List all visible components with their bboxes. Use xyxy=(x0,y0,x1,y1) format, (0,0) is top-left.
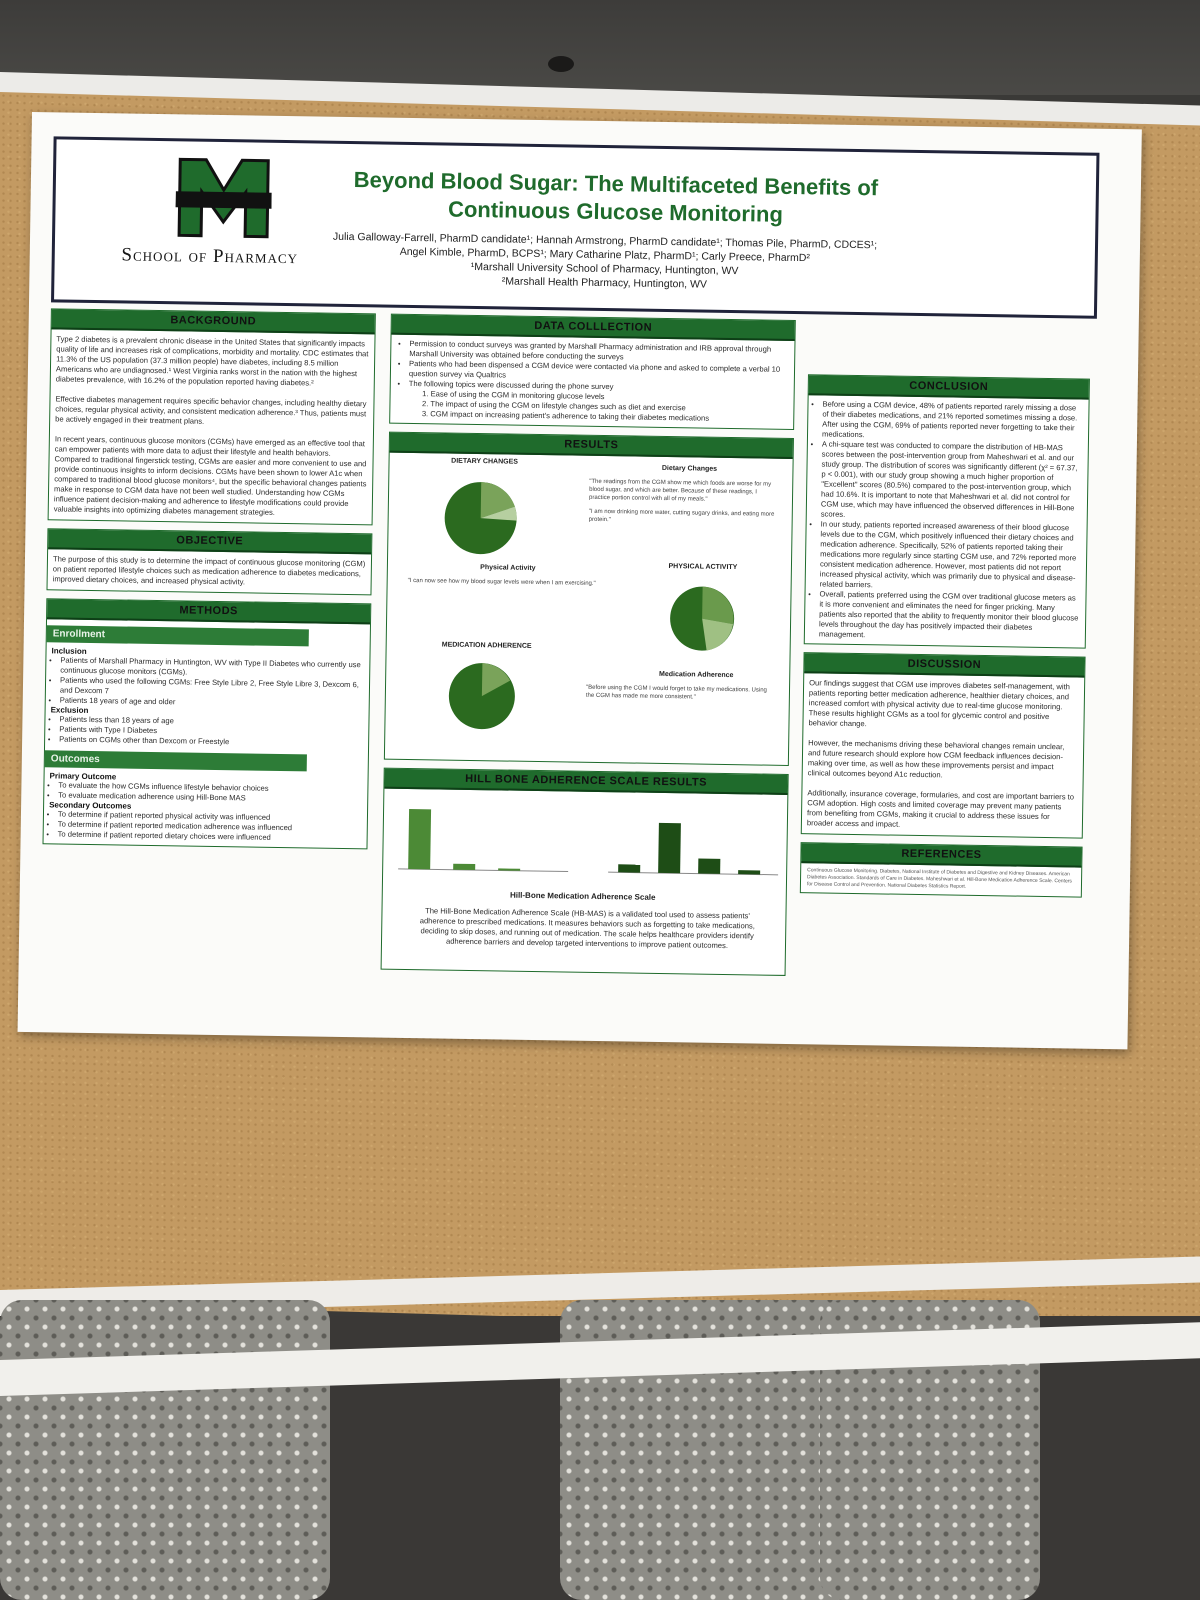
background-section xyxy=(48,308,376,525)
topics-list xyxy=(390,389,793,429)
list-item: • A chi-square test was conducted to compare the distribution of HB-MAS scores between the post-intervention group from Maheshwari et al. and our study group. The distribution of scores was significantly different (χ² = 67.37, p < 0.001), with our study group showing a much higher proportion of "Excellent" scores (80.5%) compared to the post-intervention group, which had 10.6%. It is important to note that Maheshwari et al. did not control for CGM use, which may have influenced the observed differences in Hill-Bone scores. xyxy=(821,439,1082,523)
authors-line-1: Julia Galloway-Farrell, PharmD candidate¹; Hannah Armstrong, PharmD candidate¹; Thomas Pile, PharmD, CDCES¹; xyxy=(332,230,878,252)
ceiling-light xyxy=(548,56,574,72)
paragraph: The purpose of this study is to determine the impact of continuous glucose monitoring (CGM) on patient reported lifestyle choices such as medication adherence to diabetes medications, improved dietary choices, and increased physical activity. xyxy=(52,554,366,587)
adherence-pie-chart xyxy=(445,660,518,733)
section-heading: DISCUSSION xyxy=(804,653,1084,677)
quote: "I can now see how my blood sugar levels were when I am exercising." xyxy=(407,577,596,587)
paragraph: Type 2 diabetes is a prevalent chronic disease in the United States that significantly impacts quality of life and increases risk of complications, morbidity and mortality. CDC estimates that 11.3% of the US population (37.3 million people) have diabetes, including 8.5 million Americans who are undiagnosed.¹ West Virginia ranks worst in the nation with the highest diabetes prevalence, with 16.2% of the population reported having diabetes.² xyxy=(55,334,369,388)
list-item: • Patients of Marshall Pharmacy in Huntington, WV with Type II Diabetes who currently use continuous glucose monitors (CGMs). xyxy=(60,656,369,681)
poster-authors xyxy=(284,229,925,295)
physical-title: Physical Activity xyxy=(480,564,536,572)
list-item: • In our study, patients reported increased awareness of their blood glucose levels due to the CGM, which positively influenced their dietary choices and medication adherence. Specifically, 52% of patients reported taking their medications more regularly since starting CGM use, and 72% reported more consistent medication adherence. However, most patients did not report increased physical activity, which was primarily due to physical and disease-related barriers. xyxy=(820,519,1081,593)
paragraph: Our findings suggest that CGM use improves diabetes self-management, with patients reporting better medication adherence, healthier dietary choices, and increased comfort with physical activity due to real-time glucose monitoring. These results highlight CGMs as a tool for glycemic control and positive behavior change. xyxy=(808,678,1071,729)
outcomes-subheading: Outcomes xyxy=(45,750,307,771)
list-item: • Patients 18 years of age and older xyxy=(60,696,369,711)
conclusion-section xyxy=(804,374,1090,648)
poster-title xyxy=(305,165,926,231)
references-section xyxy=(800,842,1083,897)
bar xyxy=(698,859,720,874)
pie-slice xyxy=(702,619,733,651)
secondary-outcome-list xyxy=(44,809,367,848)
exclusion-list xyxy=(45,714,368,749)
inclusion-list xyxy=(46,655,370,710)
school-name: School of Pharmacy xyxy=(121,244,299,269)
quote: "The readings from the CGM show me which foods are worse for my blood sugar, and which are better. Because of these readings, I practice portion control with all of my meals." xyxy=(588,478,772,503)
affiliation-line-2: ²Marshall Health Pharmacy, Huntington, WV xyxy=(501,275,708,291)
references-text: Continuous Glucose Monitoring. Diabetes, National Institute of Diabetes and Digestive and Kidney Diseases. American Diabetes Association. Standards of Care in Diabetes. Maheshwari et al. Hill-Bone Medication Adherence Scale. Centers for Disease Control and Prevention. National Diabetes Statistics Report. xyxy=(806,867,1072,890)
section-heading: CONCLUSION xyxy=(809,375,1089,399)
enrollment-subheading: Enrollment xyxy=(47,625,309,646)
list-item: 3. CGM impact on increasing patient's adherence to taking their diabetes medications xyxy=(430,409,787,425)
quote: "Before using the CGM I would forget to take my medications. Using the CGM has made me more consistent." xyxy=(585,684,767,701)
bar xyxy=(618,864,640,872)
column-right xyxy=(800,374,1090,905)
list-item: • To determine if patient reported medication adherence was influenced xyxy=(58,819,367,834)
adherence-title: Medication Adherence xyxy=(658,670,734,680)
physical-chart-title: PHYSICAL ACTIVITY xyxy=(668,563,738,572)
column-left xyxy=(42,308,376,857)
list-item: • To evaluate medication adherence using Hill-Bone MAS xyxy=(58,790,367,805)
discussion-section xyxy=(801,652,1086,838)
hill-bone-bar-chart-right xyxy=(603,802,784,885)
list-item: • To determine if patient reported physical activity was influenced xyxy=(58,809,367,824)
bar xyxy=(453,864,475,870)
paragraph: However, the mechanisms driving these behavioral changes remain unclear, and future research should explore how CGM feedback influences decision-making over time, as well as how these improvements persist and impact clinical outcomes beyond A1c reduction. xyxy=(807,738,1065,780)
list-item: • Patients who used the following CGMs: Free Style Libre 2, Free Style Libre 3, Dexcom 6, and Dexcom 7 xyxy=(60,676,369,701)
list-item: • Before using a CGM device, 48% of patients reported rarely missing a dose of their diabetes medications, and 21% reported sometimes missing a dose. After using the CGM, 69% of patients reported never forgetting to take their medications. xyxy=(822,399,1083,443)
dietary-title: Dietary Changes xyxy=(661,464,718,473)
data-collection-list xyxy=(391,335,795,395)
research-poster xyxy=(18,112,1142,1049)
conclusion-list xyxy=(805,395,1089,647)
dietary-chart-title: DIETARY CHANGES xyxy=(451,457,519,466)
results-section xyxy=(384,432,794,766)
section-heading: REFERENCES xyxy=(801,843,1081,867)
paragraph: In recent years, continuous glucose monitors (CGMs) have emerged as an effective tool that can empower patients with more data to adjust their lifestyle and health behaviors. Compared to traditional fingerstick testing, CGMs are easier and more convenient to use and provide continuous insights to inform decisions. CGMs have been shown to lower A1c when compared to traditional blood glucose monitors⁴, but the specific behavioral changes patients make in response to CGM data have not been well studied. Understanding how CGMs influence patient decision-making and adherence to lifestyle modifications could provide valuable insights into optimizing diabetes management strategies. xyxy=(53,434,367,517)
list-item: • Patients with Type I Diabetes xyxy=(59,725,368,740)
quote: "I am now drinking more water, cutting sugary drinks, and eating more protein." xyxy=(588,508,775,524)
dietary-pie-chart xyxy=(440,477,521,558)
list-item: 1. Ease of using the CGM in monitoring glucose levels xyxy=(431,389,788,405)
affiliation-line-1: ¹Marshall University School of Pharmacy, Huntington, WV xyxy=(470,260,739,278)
title-line-1: Beyond Blood Sugar: The Multifaceted Benefits of xyxy=(353,167,879,201)
list-item: 2. The impact of using the CGM on lifestyle changes such as diet and exercise xyxy=(430,399,787,415)
section-heading: HILL BONE ADHERENCE SCALE RESULTS xyxy=(384,769,787,795)
hill-bone-caption: The Hill-Bone Medication Adherence Scale (HB-MAS) is a validated tool used to assess patients' adherence to prescribed medications. It measures behaviors such as forgetting to take medications, deciding to skip doses, and running out of medication. The scale helps healthcare providers identify adherence barriers and develop targeted interventions to improve patient outcomes. xyxy=(419,906,755,951)
section-heading: METHODS xyxy=(47,599,370,624)
list-item: • To evaluate the how CGMs influence lifestyle behavior choices xyxy=(58,780,367,795)
adherence-chart-title: MEDICATION ADHERENCE xyxy=(441,641,532,650)
primary-outcome-label: Primary Outcome xyxy=(49,771,117,782)
inclusion-label: Inclusion xyxy=(51,646,87,656)
hill-bone-section xyxy=(381,768,789,976)
list-item: • Patients on CGMs other than Dexcom or Freestyle xyxy=(59,735,368,750)
section-heading: OBJECTIVE xyxy=(48,529,371,554)
bar xyxy=(738,870,760,874)
methods-section xyxy=(42,598,371,849)
section-heading: BACKGROUND xyxy=(52,309,375,334)
list-item: • Patients who had been dispensed a CGM device were contacted via phone and asked to complete a verbal 10 question survey via Qualtrics xyxy=(409,359,788,385)
bar xyxy=(658,823,681,873)
authors-line-2: Angel Kimble, PharmD, BCPS¹; Mary Catharine Platz, PharmD¹; Carly Preece, PharmD² xyxy=(399,245,811,265)
list-item: • Permission to conduct surveys was granted by Marshall Pharmacy administration and IRB approval through Marshall University was obtained before conducting the surveys xyxy=(409,339,788,365)
chair-left xyxy=(0,1300,330,1600)
column-middle xyxy=(380,314,795,984)
title-line-2: Continuous Glucose Monitoring xyxy=(447,196,784,227)
bar xyxy=(498,868,520,870)
paragraph: Effective diabetes management requires specific behavior changes, including healthy dietary choices, regular physical activity, and consistent medication adherence.³ Thus, patients must be actively engaged in their treatment plans. xyxy=(55,394,367,426)
poster-header xyxy=(51,136,1099,318)
pie-slice xyxy=(702,587,734,624)
list-item: • To determine if patient reported dietary choices were influenced xyxy=(58,829,367,844)
bar xyxy=(408,809,431,869)
secondary-outcome-label: Secondary Outcomes xyxy=(49,800,132,811)
list-item: • The following topics were discussed during the phone survey xyxy=(409,379,788,395)
objective-section xyxy=(46,528,372,595)
section-heading: DATA COLLLECTION xyxy=(392,315,795,341)
hill-bone-caption-title: Hill-Bone Medication Adherence Scale xyxy=(509,890,656,902)
hill-bone-bar-chart-left xyxy=(393,799,574,882)
exclusion-label: Exclusion xyxy=(50,705,89,715)
section-heading: RESULTS xyxy=(390,433,793,459)
marshall-logo xyxy=(94,154,316,287)
data-collection-section xyxy=(389,314,796,430)
paragraph: Additionally, insurance coverage, formularies, and cost are important barriers to CGM adoption. High costs and limited coverage may prevent many patients from benefiting from CGMs, making it crucial to address these issues for broader access and impact. xyxy=(806,788,1075,829)
marshall-m-icon xyxy=(175,155,272,240)
physical-pie-chart xyxy=(667,583,738,654)
list-item: • Overall, patients preferred using the CGM over traditional glucose meters as it is more convenient and eliminates the need for finger pricking. Many patients also reported that the ability to frequently monitor their blood glucose levels throughout the day has positively impacted their diabetes management. xyxy=(819,589,1080,643)
list-item: • Patients less than 18 years of age xyxy=(59,715,368,730)
